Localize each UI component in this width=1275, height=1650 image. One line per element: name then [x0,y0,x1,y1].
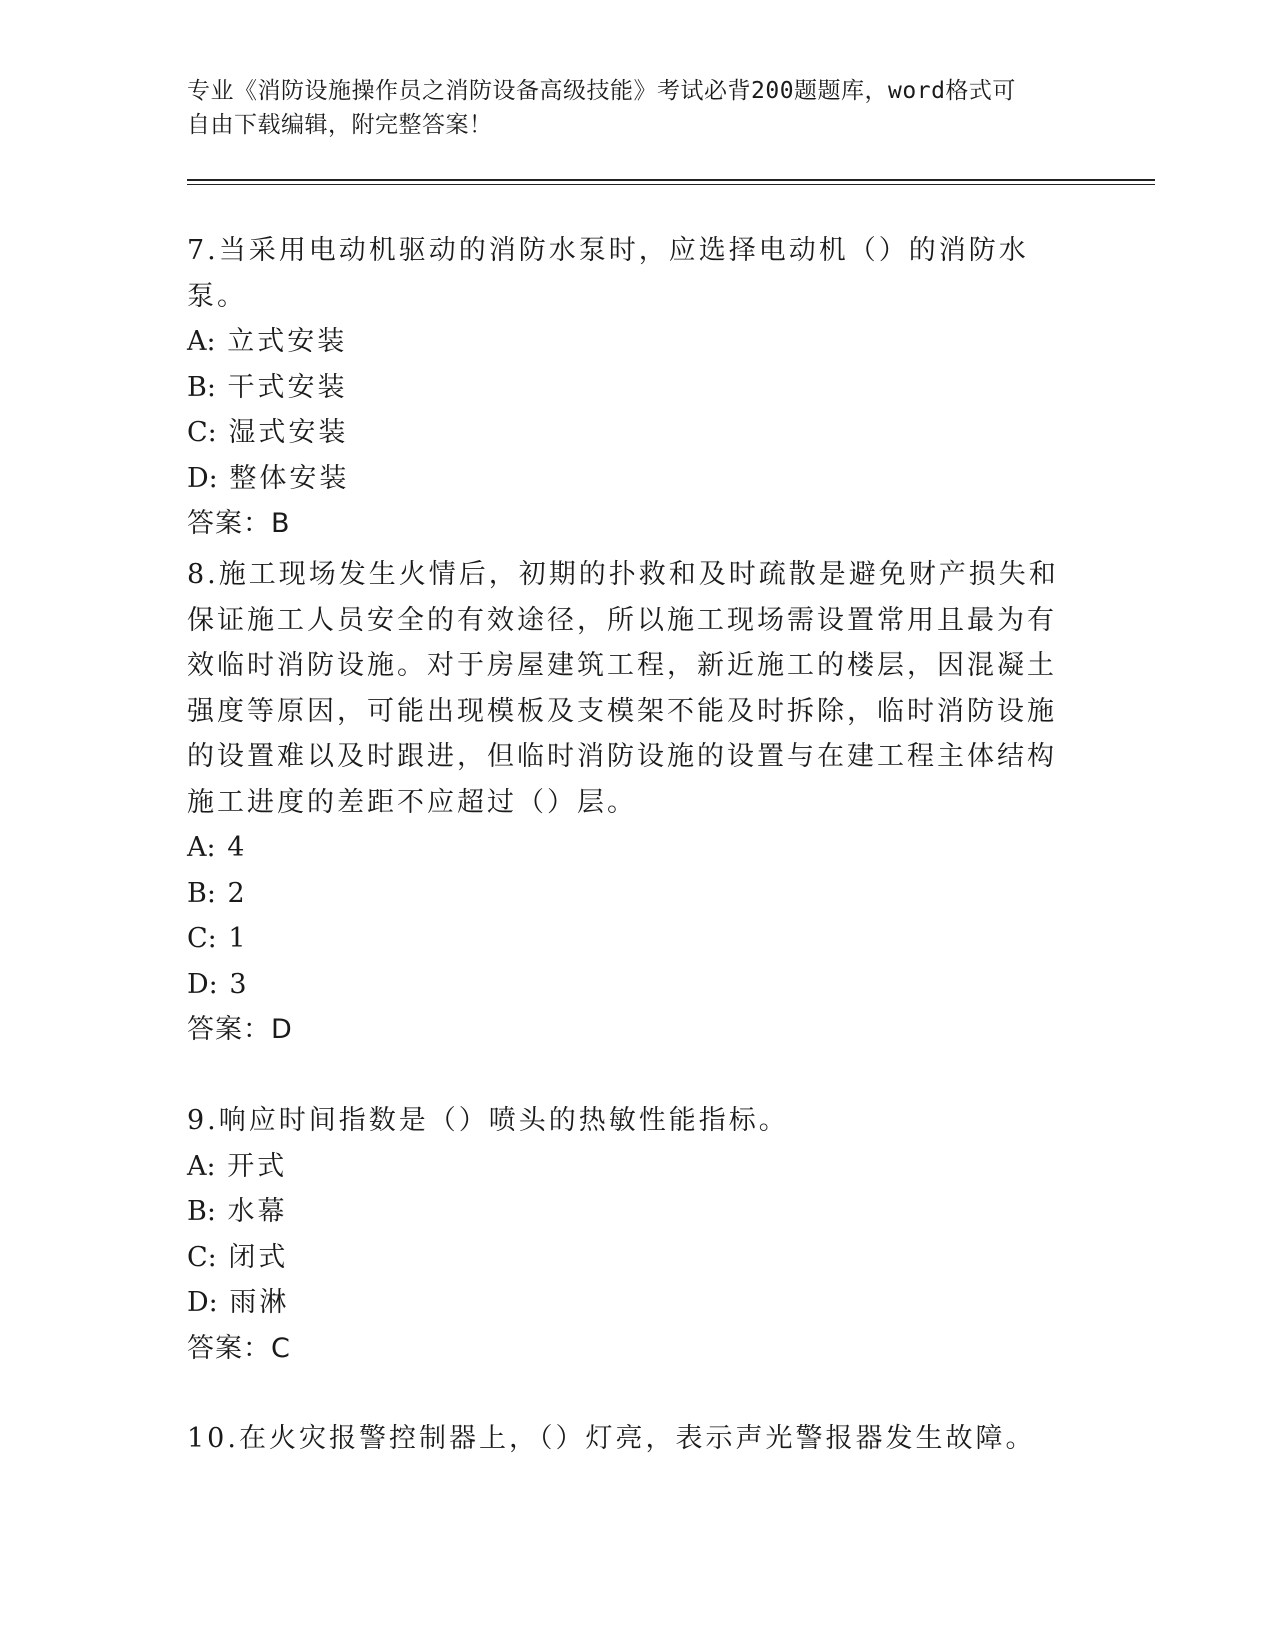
header-rule-thin [187,184,1155,185]
option-text: 4 [227,832,248,863]
option-text: 3 [229,968,250,1000]
option-text: 水幕 [227,1196,288,1227]
question-9 [187,1098,1067,1371]
answer: 答案：C [187,1332,291,1364]
option-text: 干式安装 [227,371,348,403]
option-a [187,825,1067,871]
option-label: D: [187,1287,218,1318]
option-label: B: [187,877,216,909]
option-label: C: [187,417,217,448]
header-rule-thick [187,179,1155,181]
question-10 [187,1416,1067,1462]
question-stem: 10.在火灾报警控制器上，（）灯亮，表示声光警报器发生故障。 [187,1423,1036,1454]
option-label: D: [187,968,218,1000]
option-d [187,962,1067,1008]
option-c [187,916,1067,962]
option-b [187,871,1067,917]
option-text: 雨淋 [229,1287,290,1318]
question-stem: 7.当采用电动机驱动的消防水泵时，应选择电动机（）的消防水泵。 [187,235,1029,312]
option-a [187,319,1067,365]
option-text: 湿式安装 [228,417,349,448]
option-text: 整体安装 [229,462,350,494]
option-label: A: [187,1150,216,1182]
option-text: 立式安装 [227,326,348,357]
answer: 答案：D [187,1014,293,1045]
option-label: B: [187,371,216,403]
header-line-1: 专业《消防设施操作员之消防设备高级技能》考试必背200题题库，word格式可 [187,78,1016,104]
option-text: 1 [228,923,249,954]
option-label: B: [187,1196,216,1227]
question-stem: 9.响应时间指数是（）喷头的热敏性能指标。 [187,1105,789,1136]
option-text: 开式 [227,1150,288,1182]
question-stem: 8.施工现场发生火情后，初期的扑救和及时疏散是避免财产损失和保证施工人员安全的有效途径，所以施工现场需设置常用且最为有效临时消防设施。对于房屋建筑工程，新近施工的楼层，因混凝土强度等原因，可能出现模板及支模架不能及时拆除，临时消防设施的设置难以及时跟进，但临时消防设施的设置与在建工程主体结构施工进度的差距不应超过（）层。 [187,559,1059,818]
option-c [187,410,1067,456]
option-label: C: [187,1241,217,1273]
question-8 [187,552,1067,1053]
option-d [187,1280,1067,1326]
answer: 答案：B [187,508,291,539]
option-label: A: [187,326,216,357]
document-header [187,74,1087,142]
header-line-2: 自由下载编辑，附完整答案！ [187,112,493,138]
option-label: A: [187,832,216,863]
option-b [187,1189,1067,1235]
option-label: D: [187,462,218,494]
question-7 [187,228,1067,547]
option-a [187,1144,1067,1190]
option-text: 2 [227,877,248,909]
option-label: C: [187,923,217,954]
option-c [187,1235,1067,1281]
option-b [187,365,1067,411]
option-text: 闭式 [228,1241,289,1273]
option-d [187,456,1067,502]
